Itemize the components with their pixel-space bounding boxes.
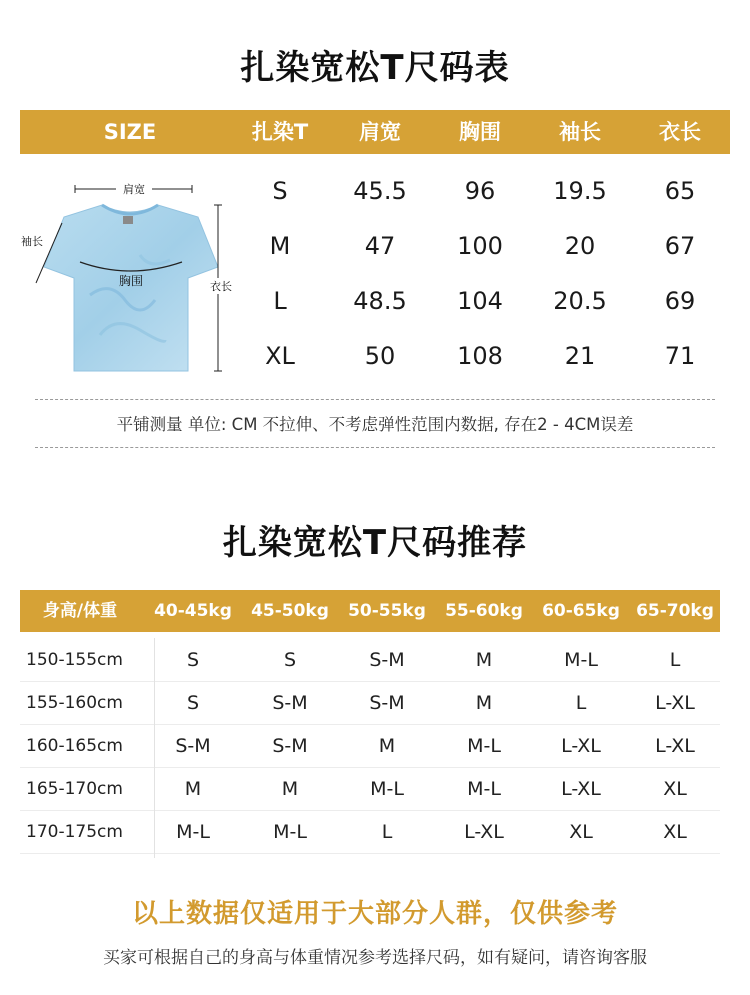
header-shoulder: 肩宽 <box>359 120 401 144</box>
shoulder-cell: 47 <box>364 232 396 260</box>
header-sleeve: 袖长 <box>559 120 601 144</box>
recommendation-row <box>20 682 720 725</box>
length-measure-line <box>206 205 234 371</box>
size-recommendation-cell: L-XL <box>561 778 601 800</box>
size-recommendation-cell: S <box>186 692 200 714</box>
header-weight-range: 60-65kg <box>542 601 620 621</box>
recommendation-row <box>20 811 720 854</box>
size-recommendation-cell: M <box>378 735 396 757</box>
shoulder-measure-line <box>75 181 192 197</box>
divider-dashed <box>35 399 715 400</box>
size-recommendation-cell: M <box>475 649 493 671</box>
size-recommendation-cell: M-L <box>176 821 210 843</box>
sleeve-cell: 20 <box>564 232 596 260</box>
height-cell: 150-155cm <box>26 650 123 670</box>
size-recommendation-cell: M <box>184 778 202 800</box>
header-weight-range: 40-45kg <box>154 601 232 621</box>
size-recommendation-cell: S-M <box>272 735 308 757</box>
chest-cell: 104 <box>457 287 503 315</box>
size-recommendation-cell: XL <box>569 821 593 843</box>
shoulder-cell: 50 <box>364 342 396 370</box>
length-cell: 67 <box>664 232 696 260</box>
length-cell: 71 <box>664 342 696 370</box>
header-chest: 胸围 <box>459 120 501 144</box>
disclaimer-headline: 以上数据仅适用于大部分人群，仅供参考 <box>131 899 618 929</box>
tshirt-tag <box>123 216 133 224</box>
size-cell: M <box>269 232 291 260</box>
shoulder-label: 肩宽 <box>123 183 145 196</box>
size-recommendation-cell: L-XL <box>464 821 504 843</box>
size-recommendation-cell: M-L <box>370 778 404 800</box>
chest-label: 胸围 <box>118 274 144 288</box>
size-recommendation-cell: S-M <box>175 735 211 757</box>
size-recommendation-cell: L <box>575 692 587 714</box>
header-weight-range: 65-70kg <box>636 601 714 621</box>
size-recommendation-cell: L <box>669 649 681 671</box>
size-recommendation-cell: M <box>281 778 299 800</box>
size-recommendation-cell: L <box>381 821 393 843</box>
size-recommendation-cell: L-XL <box>655 692 695 714</box>
tshirt-diagram <box>20 175 250 380</box>
length-label: 衣长 <box>210 280 232 293</box>
chest-cell: 100 <box>457 232 503 260</box>
divider-dashed <box>35 447 715 448</box>
header-weight-range: 55-60kg <box>445 601 523 621</box>
chest-cell: 96 <box>464 177 496 205</box>
length-cell: 69 <box>664 287 696 315</box>
shoulder-cell: 45.5 <box>353 177 407 205</box>
header-size: SIZE <box>103 120 157 144</box>
size-recommendation-cell: L-XL <box>561 735 601 757</box>
header-weight-range: 45-50kg <box>251 601 329 621</box>
sleeve-cell: 20.5 <box>553 287 607 315</box>
sleeve-cell: 19.5 <box>553 177 607 205</box>
sleeve-label: 袖长 <box>21 235 43 248</box>
size-recommendation-cell: M <box>475 692 493 714</box>
size-recommendation-cell: M-L <box>467 778 501 800</box>
table-column-divider <box>154 638 155 858</box>
tshirt-body <box>44 205 218 371</box>
size-recommendation-cell: S-M <box>272 692 308 714</box>
length-cell: 65 <box>664 177 696 205</box>
measurement-note: 平铺测量 单位: CM 不拉伸、不考虑弹性范围内数据, 存在2 - 4CM误差 <box>116 415 634 434</box>
height-cell: 155-160cm <box>26 693 123 713</box>
size-cell: XL <box>265 342 295 370</box>
size-recommendation-cell: S <box>186 649 200 671</box>
recommendation-title: 扎染宽松T尺码推荐 <box>222 523 528 563</box>
size-recommendation-cell: XL <box>663 821 687 843</box>
size-recommendation-cell: S <box>283 649 297 671</box>
size-recommendation-cell: XL <box>663 778 687 800</box>
size-recommendation-cell: L-XL <box>655 735 695 757</box>
recommendation-row <box>20 725 720 768</box>
size-recommendation-cell: M-L <box>467 735 501 757</box>
chest-cell: 108 <box>457 342 503 370</box>
shoulder-cell: 48.5 <box>353 287 407 315</box>
size-chart-title: 扎染宽松T尺码表 <box>240 48 510 88</box>
header-height-weight: 身高/体重 <box>42 601 118 621</box>
size-recommendation-cell: M-L <box>273 821 307 843</box>
size-recommendation-cell: M-L <box>564 649 598 671</box>
disclaimer-subtext: 买家可根据自己的身高与体重情况参考选择尺码，如有疑问，请咨询客服 <box>103 948 647 968</box>
header-weight-range: 50-55kg <box>348 601 426 621</box>
height-cell: 165-170cm <box>26 779 123 799</box>
header-product: 扎染T <box>251 120 309 144</box>
size-recommendation-cell: S-M <box>369 692 405 714</box>
height-cell: 170-175cm <box>26 822 123 842</box>
header-length: 衣长 <box>659 120 701 144</box>
recommendation-header <box>20 590 720 632</box>
size-recommendation-cell: S-M <box>369 649 405 671</box>
sleeve-cell: 21 <box>564 342 596 370</box>
height-cell: 160-165cm <box>26 736 123 756</box>
size-chart-header <box>20 110 730 154</box>
recommendation-row <box>20 768 720 811</box>
size-cell: L <box>273 287 287 315</box>
recommendation-row <box>20 639 720 682</box>
size-cell: S <box>272 177 288 205</box>
